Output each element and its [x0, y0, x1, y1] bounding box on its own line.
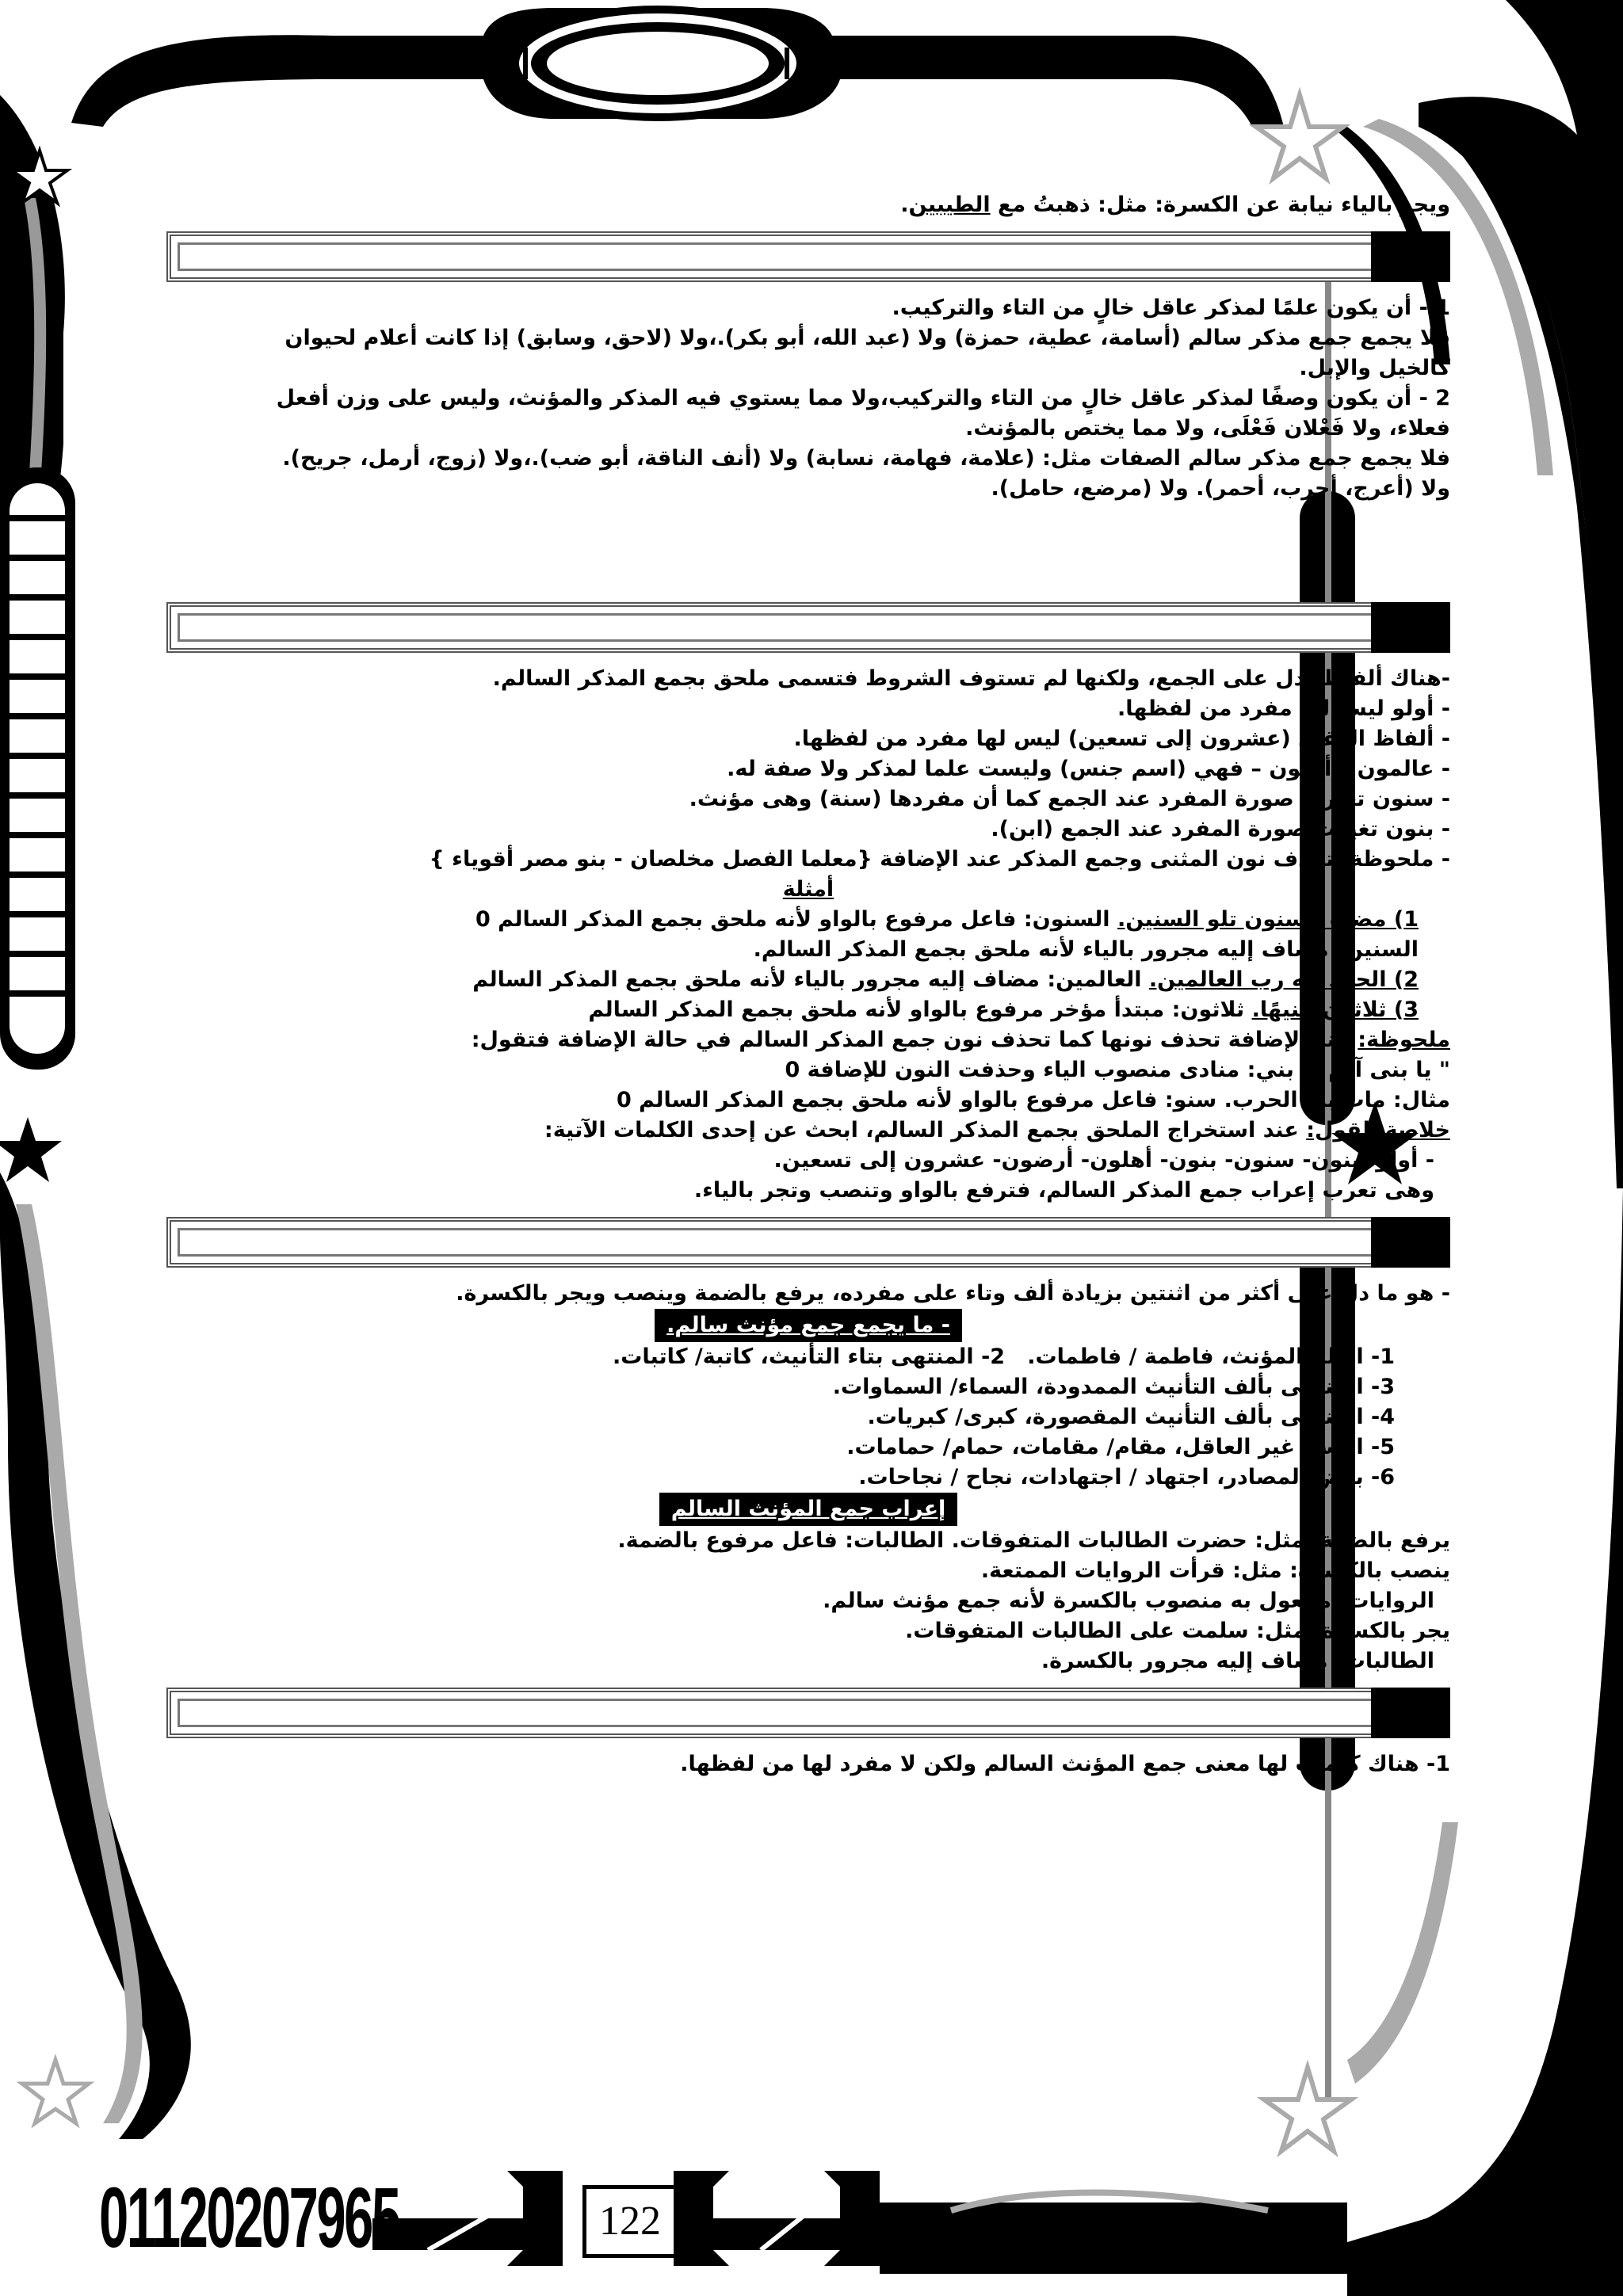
box-heading-1-text: - ما يجمع جمع مؤنث سالم.	[655, 1309, 962, 1342]
examples-heading	[166, 875, 1450, 905]
example-2-sentence: 2) الحمد لله رب العالمين.	[1148, 967, 1419, 992]
fem-item-2: 2- المنتهى بتاء التأنيث، كاتبة/ كاتبات.	[613, 1344, 1006, 1369]
summary-rule: وهى تعرب إعراب جمع المذكر السالم، فترفع بالواو وتنصب وتجر بالياء.	[693, 1178, 1434, 1203]
fem-plural-definition: - هو ما دل على أكثر من اثنتين بزيادة ألف وتاء على مفرده، يرفع بالضمة وينصب ويجر بالكسرة.	[456, 1281, 1450, 1306]
star-icon	[1264, 2068, 1351, 2151]
summary-text: عند استخراج الملحق بجمع المذكر السالم، ابحث عن إحدى الكلمات الآتية:	[544, 1118, 1307, 1142]
example-2-analysis: العالمين: مضاف إليه مجرور بالياء لأنه ملحق بجمع المذكر السالم	[472, 967, 1149, 992]
example-1	[166, 905, 1450, 935]
attached-item: - بنون تغيرت صورة المفرد عند الجمع (ابن).	[991, 817, 1450, 841]
parse-nasb-detail: الروايات: مفعول به منصوب بالكسرة لأنه جمع مؤنث سالم.	[823, 1589, 1434, 1613]
bottom-ornament	[372, 2171, 563, 2266]
box-heading-2-text: إعراب جمع المؤنث السالم	[659, 1493, 958, 1526]
parse-jarr: يجر بالكسرة: مثل: سلمت على الطالبات المتفوقات.	[905, 1619, 1450, 1643]
example-3-sentence: 3) ثلاثون جنيهًا.	[1251, 997, 1419, 1022]
attached-item: - ألفاظ العقود (عشرون إلى تسعين) ليس لها مفرد من لفظها.	[793, 727, 1450, 751]
intro-text: ويجر بالياء نيابة عن الكسرة: مثل: ذهبتُ مع	[998, 193, 1450, 217]
section-heading-banner-3	[166, 1217, 1450, 1268]
condition-2-cont: فعلاء، ولا فَعْلان فَعْلَى، ولا مما يختص بالمؤنث.	[965, 416, 1450, 441]
example-1-analysis: السنون: فاعل مرفوع بالواو لأنه ملحق بجمع المذكر السالم 0	[475, 907, 1117, 932]
condition-2-detail: فلا يجمع جمع مذكر سالم الصفات مثل: (علامة، فهامة، نسابة) ولا (أنف الناقة، أبو ضب).،ولا (زوج، أرمل، جريح).	[282, 446, 1450, 471]
summary-words: - أولو- بنون- سنون- بنون- أهلون- أرضون- عشرون إلى تسعين.	[773, 1148, 1434, 1173]
examples-heading-text: أمثلة	[782, 877, 834, 902]
note-label: ملحوظة:	[1358, 1028, 1450, 1052]
note-2	[166, 1025, 1450, 1055]
attached-intro: -هناك ألفاظ تدل على الجمع، ولكنها لم تستوف الشروط فتسمى ملحق بجمع المذكر السالم.	[492, 666, 1450, 691]
parse-raf: يرفع بالضمة: مثل: حضرت الطالبات المتفوقات. الطالبات: فاعل مرفوع بالضمة.	[617, 1528, 1450, 1553]
section-heading-banner-2	[166, 602, 1450, 653]
summary-label: خلاصة القول:	[1306, 1118, 1450, 1142]
fem-item-3: 3- المنتهى بألف التأنيث الممدودة، السماء/ السماوات.	[832, 1375, 1395, 1399]
note-line: - ملحوظة: تحذف نون المثنى وجمع المذكر عند الإضافة {معلما الفصل مخلصان - بنو مصر أقوياء }	[429, 847, 1450, 871]
intro-example-word: الطيبين	[908, 193, 991, 217]
section-heading-banner-1	[166, 231, 1450, 282]
fem-item-4: 4- المنتهى بألف التأنيث المقصورة، كبرى/ كبريات.	[867, 1405, 1395, 1429]
parse-jarr-detail: الطالبات: مضاف إليه مجرور بالكسرة.	[1041, 1649, 1434, 1673]
star-icon	[22, 2060, 89, 2123]
example-2	[166, 965, 1450, 995]
box-heading-1	[166, 1309, 1450, 1342]
attached-item: - سنون تغيرت صورة المفرد عند الجمع كما أن مفردها (سنة) وهى مؤنث.	[689, 787, 1450, 811]
box-heading-2	[166, 1493, 1450, 1526]
condition-2-detail-cont: ولا (أعرج، أجرب، أحمر). ولا (مرضع، حامل).	[991, 476, 1450, 501]
condition-1-detail-cont: كالخيل والإبل.	[1299, 356, 1450, 380]
note-text: عند الإضافة تحذف نونها كما تحذف نون جمع المذكر السالم في حالة الإضافة فتقول:	[471, 1028, 1358, 1052]
condition-1-detail: فلا يجمع جمع مذكر سالم (أسامة، عطية، حمزة) ولا (عبد الله، أبو بكر).،ولا (لاحق، وسابق) إذا كانت أعلام لحيوان	[285, 326, 1450, 350]
condition-1: 1 - أن يكون علمًا لمذكر عاقل خالٍ من التاء والتركيب.	[892, 296, 1450, 320]
section-heading-banner-4	[166, 1688, 1450, 1738]
left-frame-swirl	[0, 95, 191, 2139]
footer-phone-number: 01120207965	[99, 2169, 399, 2265]
attached-item: - أولو ليس لها مفرد من لفظها.	[1117, 696, 1450, 721]
fem-item-6: 6- بعض المصادر، اجتهاد / اجتهادات، نجاح / نجاحات.	[858, 1465, 1395, 1489]
note-2-example-2: مثال: مات بنو الحرب. سنو: فاعل مرفوع بالواو لأنه ملحق بجمع المذكر السالم 0	[616, 1088, 1450, 1112]
intro-line: ويجر بالياء نيابة عن الكسرة: مثل: ذهبتُ مع الطيبين.	[900, 193, 1450, 217]
parse-nasb: ينصب بالكسرة: مثل: قرأت الروايات الممتعة.	[980, 1558, 1450, 1583]
page-content	[166, 190, 1450, 1779]
example-1-sentence: 1) مضت السنون تلو السنين.	[1117, 907, 1419, 932]
star-icon	[0, 1117, 62, 1182]
fem-item-5: 5- الاسم غير العاقل، مقام/ مقامات، حمام/ حمامات.	[846, 1435, 1395, 1459]
example-3	[166, 995, 1450, 1025]
condition-2: 2 - أن يكون وصفًا لمذكر عاقل خالٍ من التاء والتركيب،ولا مما يستوي فيه المذكر والمؤنث، وليس على وزن أفعل	[276, 386, 1450, 410]
example-3-analysis: ثلاثون: مبتدأ مؤخر مرفوع بالواو لأنه ملحق بجمع المذكر السالم	[588, 997, 1252, 1022]
fem-item-1: 1- العلم المؤنث، فاطمة / فاطمات.	[1027, 1344, 1395, 1369]
summary	[166, 1116, 1450, 1146]
attached-item: - عالمون – أهلون – فهي (اسم جنس) وليست علما لمذكر ولا صفة له.	[727, 757, 1450, 781]
note-2-example: " يا بنى آدم ". بني: منادى منصوب الياء وحذفت النون للإضافة 0	[785, 1058, 1450, 1082]
section-4-line: 1- هناك كلمات لها معنى جمع المؤنث السالم ولكن لا مفرد لها من لفظها.	[680, 1752, 1450, 1776]
fem-item-1-2	[166, 1342, 1450, 1372]
example-1-cont: السنين: مضاف إليه مجرور بالياء لأنه ملحق بجمع المذكر السالم.	[753, 937, 1419, 962]
page-number: 122	[582, 2185, 678, 2258]
